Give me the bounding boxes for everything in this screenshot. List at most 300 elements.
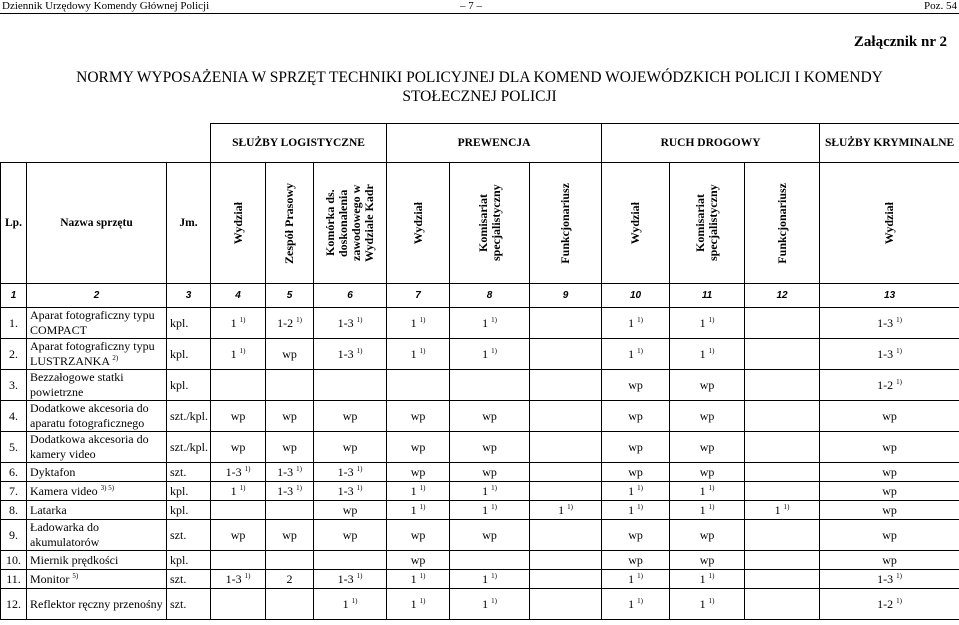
footnote-ref: 1) [637,502,643,511]
footnote-ref: 2) [112,354,119,362]
row-name [27,370,167,401]
footnote-ref: 1) [637,346,643,355]
footnote-ref: 1) [351,596,358,605]
norm-value: wp [628,464,643,479]
value-cell [820,520,959,551]
norm-value: wp [699,527,715,542]
col-unit: Jm. [167,163,211,284]
value-cell [602,520,670,551]
num-cell: 6 [314,284,387,308]
journal-name: Dziennik Urzędowy Komendy Głównej Policji [2,0,210,12]
norm-value: 1-3 [877,571,894,586]
norm-value: 1 [482,483,489,498]
row-name [27,551,167,570]
column-number-row [1,284,959,308]
row-unit: szt. [167,463,211,482]
value-cell [314,463,387,482]
value-cell [602,570,670,589]
norm-value: wp [628,552,643,567]
norm-value: 1 [482,596,489,611]
value-cell [266,370,314,401]
value-cell [670,401,745,432]
row-unit: kpl. [167,501,211,520]
footnote-ref: 1) [637,483,643,492]
value-cell [387,570,450,589]
value-cell [602,370,670,401]
footnote-ref: 5) [72,571,79,580]
footnote-ref: 1) [419,502,426,511]
norm-value: wp [410,527,426,542]
table-row [1,401,959,432]
value-cell [211,463,266,482]
table-row [1,501,959,520]
footnote-ref: 1) [491,346,497,355]
num-cell: 12 [745,284,820,308]
row-unit: szt. [167,589,211,620]
value-cell [314,589,387,620]
value-cell [450,482,530,501]
value-cell [387,339,450,370]
group-logistics: SŁUŻBY LOGISTYCZNE [211,124,387,163]
norm-value: wp [230,408,246,423]
norm-value: wp [282,346,297,361]
row-name [27,308,167,339]
value-cell [602,589,670,620]
norm-value: wp [882,464,897,479]
norm-value: wp [628,377,643,392]
footnote-ref: 1) [896,377,902,386]
footnote-ref: 1) [783,502,790,511]
table-row [1,432,959,463]
norm-value: wp [230,439,246,454]
value-cell [745,520,820,551]
norm-value: wp [410,439,426,454]
num-cell: 10 [602,284,670,308]
norm-value: 1 [230,315,237,330]
footnote-ref: 1) [708,346,715,355]
value-cell [266,482,314,501]
norm-value: 1 [699,315,706,330]
norm-value: wp [882,502,897,517]
norm-value: wp [628,439,643,454]
value-cell [745,432,820,463]
row-name [27,339,167,370]
value-cell [450,432,530,463]
norm-value: wp [342,502,358,517]
value-cell [387,463,450,482]
value-cell [670,551,745,570]
value-cell [450,339,530,370]
footnote-ref: 1) [239,315,246,324]
footnote-ref: 1) [296,464,302,473]
col-13-header: Wydział [882,201,897,245]
value-cell [266,551,314,570]
footnote-ref: 1) [637,571,643,580]
footnote-ref: 1) [491,596,497,605]
num-cell: 13 [820,284,959,308]
norm-value: wp [282,439,297,454]
num-cell: 7 [387,284,450,308]
num-cell: 2 [27,284,167,308]
value-cell [820,339,959,370]
value-cell [314,551,387,570]
row-unit: kpl. [167,370,211,401]
value-cell [745,370,820,401]
value-cell [530,551,602,570]
equipment-name: Dyktafon [30,464,76,479]
footnote-ref: 1) [244,464,251,473]
norm-value: wp [230,527,246,542]
value-cell [670,482,745,501]
row-lp: 10. [1,551,27,570]
equipment-name: Dodatkowa akcesoria do kamery video [30,432,149,461]
value-cell [530,370,602,401]
col-4-header: Wydział [230,201,245,245]
table-row [1,463,959,482]
footnote-ref: 1) [356,483,363,492]
value-cell [450,308,530,339]
value-cell [450,589,530,620]
value-cell [211,401,266,432]
value-cell [670,570,745,589]
col-11-header: Komisariat specjalistyczny [693,184,721,262]
footnote-ref: 1) [356,571,363,580]
value-cell [670,339,745,370]
value-cell [820,570,959,589]
col-7-header: Wydział [410,201,425,245]
num-cell: 11 [670,284,745,308]
value-cell [602,401,670,432]
equipment-name: Latarka [30,502,67,517]
value-cell [450,501,530,520]
value-cell [314,570,387,589]
norm-value: wp [410,464,426,479]
value-cell [602,308,670,339]
title-line-1: NORMY WYPOSAŻENIA W SPRZĘT TECHNIKI POLICYJNEJ DLA KOMEND WOJEWÓDZKICH POLICJI I KOMENDY [76,69,883,86]
norm-value: 1-3 [877,315,894,330]
footnote-ref: 1) [296,483,302,492]
row-lp: 12. [1,589,27,620]
value-cell [314,520,387,551]
value-cell [745,308,820,339]
value-cell [820,308,959,339]
value-cell [820,432,959,463]
value-cell [314,482,387,501]
table-row [1,308,959,339]
value-cell [745,463,820,482]
norm-value: 1 [628,502,635,517]
footnote-ref: 1) [708,315,715,324]
value-cell [266,308,314,339]
norm-value: wp [628,527,643,542]
norm-value: wp [699,464,715,479]
equipment-name: Bezzałogowe statki powietrzne [30,370,124,399]
table-row [1,551,959,570]
value-cell [211,501,266,520]
row-name [27,501,167,520]
row-unit: kpl. [167,482,211,501]
norm-value: 1 [628,315,635,330]
value-cell [387,482,450,501]
value-cell [530,401,602,432]
norm-value: wp [342,408,358,423]
value-cell [670,463,745,482]
norm-value: wp [482,464,497,479]
col-10-header: Wydział [628,201,643,245]
value-cell [211,339,266,370]
footnote-ref: 1) [896,346,902,355]
value-cell [211,520,266,551]
equipment-name: Aparat fotograficzny typu LUSTRZANKA [30,339,155,368]
norm-value: 1 [628,596,635,611]
footnote-ref: 1) [708,571,715,580]
value-cell [387,589,450,620]
value-cell [745,570,820,589]
value-cell [602,482,670,501]
footnote-ref: 1) [419,596,426,605]
value-cell [670,308,745,339]
row-name [27,520,167,551]
row-lp: 3. [1,370,27,401]
row-lp: 8. [1,501,27,520]
norm-value: 1 [482,346,489,361]
norm-value: wp [482,439,497,454]
value-cell [387,370,450,401]
norm-value: wp [699,377,715,392]
value-cell [387,551,450,570]
equipment-name: Monitor [30,571,70,586]
value-cell [530,463,602,482]
value-cell [820,501,959,520]
value-cell [387,401,450,432]
norm-value: wp [699,552,715,567]
norm-value: wp [882,439,897,454]
group-header-row [1,124,959,163]
row-unit: kpl. [167,551,211,570]
col-name: Nazwa sprzętu [27,163,167,284]
norm-value: 1 [699,571,706,586]
footnote-ref: 1) [708,596,715,605]
value-cell [387,520,450,551]
row-name [27,482,167,501]
footnote-ref: 1) [239,346,246,355]
value-cell [211,308,266,339]
value-cell [530,432,602,463]
value-cell [211,432,266,463]
table-row [1,339,959,370]
row-lp: 9. [1,520,27,551]
value-cell [314,432,387,463]
norm-value: 1 [410,502,417,517]
value-cell [670,432,745,463]
footnote-ref: 1) [896,315,902,324]
equipment-name: Ładowarka do akumulatorów [30,520,100,549]
value-cell [530,339,602,370]
value-cell [530,308,602,339]
value-cell [211,589,266,620]
col-12-header: Funkcjonariusz [774,182,789,264]
value-cell [530,482,602,501]
value-cell [266,501,314,520]
norm-value: wp [410,408,426,423]
row-lp: 2. [1,339,27,370]
footnote-ref: 1) [356,464,363,473]
footnote-ref: 1) [708,502,715,511]
norm-value: wp [882,483,897,498]
value-cell [670,520,745,551]
norm-value: 1 [482,571,489,586]
value-cell [314,308,387,339]
table-row [1,570,959,589]
value-cell [450,520,530,551]
value-cell [387,432,450,463]
footnote-ref: 1) [491,315,497,324]
page-number: – 7 – [460,0,482,12]
num-cell: 3 [167,284,211,308]
norm-value: 1-3 [337,346,354,361]
value-cell [314,370,387,401]
value-cell [387,308,450,339]
value-cell [211,570,266,589]
value-cell [387,501,450,520]
table-body [1,308,959,620]
num-cell: 4 [211,284,266,308]
row-unit: szt. [167,520,211,551]
value-cell [266,520,314,551]
norm-value: 1 [774,502,781,517]
value-cell [450,370,530,401]
col-5-header: Zespół Prasowy [282,182,297,264]
norm-value: wp [342,527,358,542]
running-header [0,0,959,14]
col-8-header: Komisariat specjalistyczny [475,184,503,262]
value-cell [266,339,314,370]
norm-value: wp [699,439,715,454]
value-cell [266,463,314,482]
value-cell [602,432,670,463]
norm-value: 1 [342,596,349,611]
norm-value: 1 [628,571,635,586]
value-cell [820,401,959,432]
value-cell [820,370,959,401]
value-cell [266,401,314,432]
footnote-ref: 1) [637,596,643,605]
norm-value: wp [482,527,497,542]
norm-value: 1 [410,346,417,361]
value-cell [450,570,530,589]
value-cell [602,551,670,570]
row-unit: szt./kpl. [167,401,211,432]
row-lp: 4. [1,401,27,432]
equipment-name: Reflektor ręczny przenośny [30,596,163,611]
annex-label: Załącznik nr 2 [853,34,947,50]
value-cell [745,551,820,570]
value-cell [450,463,530,482]
value-cell [211,482,266,501]
norm-value: 1 [410,571,417,586]
row-unit: kpl. [167,339,211,370]
value-cell [211,551,266,570]
equipment-name: Dodatkowe akcesoria do aparatu fotograficznego [30,401,149,430]
norm-value: 1 [410,596,417,611]
table-row [1,482,959,501]
norm-value: 1-3 [277,483,294,498]
value-cell [530,520,602,551]
norm-value: 1-3 [337,464,354,479]
row-unit: szt./kpl. [167,432,211,463]
norm-value: 1-2 [877,596,894,611]
norm-value: 1-3 [877,346,894,361]
num-cell: 8 [450,284,530,308]
norm-value: 1-3 [337,571,354,586]
footnote-ref: 1) [708,483,715,492]
row-name [27,432,167,463]
col-lp: Lp. [1,163,27,284]
group-prevention: PREWENCJA [387,124,602,163]
num-cell: 5 [266,284,314,308]
norm-value: 1 [230,483,237,498]
col-9-header: Funkcjonariusz [558,182,573,264]
document-title [0,68,959,106]
norm-value: wp [482,408,497,423]
value-cell [670,589,745,620]
footnote-ref: 3) 5) [100,483,115,492]
value-cell [450,401,530,432]
norm-value: 1 [699,596,706,611]
norm-value: 1 [699,502,706,517]
norm-value: 1 [558,502,565,517]
row-lp: 7. [1,482,27,501]
equipment-norms-table [0,123,959,620]
position-number: Poz. 54 [924,0,957,12]
value-cell [266,432,314,463]
norm-value: 1 [699,483,706,498]
table-row [1,589,959,620]
value-cell [602,501,670,520]
row-name [27,570,167,589]
group-criminal: SŁUŻBY KRYMINALNE [820,124,959,163]
value-cell [670,370,745,401]
footnote-ref: 1) [896,571,902,580]
norm-value: 1-2 [277,315,294,330]
value-cell [820,463,959,482]
value-cell [314,501,387,520]
value-cell [314,401,387,432]
equipment-name: Aparat fotograficzny typu COMPACT [30,308,155,337]
num-cell: 1 [1,284,27,308]
norm-value: 1 [410,483,417,498]
norm-value: wp [628,408,643,423]
footnote-ref: 1) [637,315,643,324]
value-cell [820,551,959,570]
footnote-ref: 1) [244,571,251,580]
footnote-ref: 1) [419,315,426,324]
norm-value: wp [282,527,297,542]
group-traffic: RUCH DROGOWY [602,124,820,163]
equipment-name: Miernik prędkości [30,552,119,567]
row-unit: szt. [167,570,211,589]
header-rule [0,13,959,14]
footnote-ref: 1) [356,346,363,355]
footnote-ref: 1) [491,571,497,580]
footnote-ref: 1) [567,502,573,511]
value-cell [530,589,602,620]
equipment-name: Kamera video [30,483,98,498]
row-unit: kpl. [167,308,211,339]
footnote-ref: 1) [896,596,902,605]
value-cell [266,570,314,589]
row-name [27,589,167,620]
